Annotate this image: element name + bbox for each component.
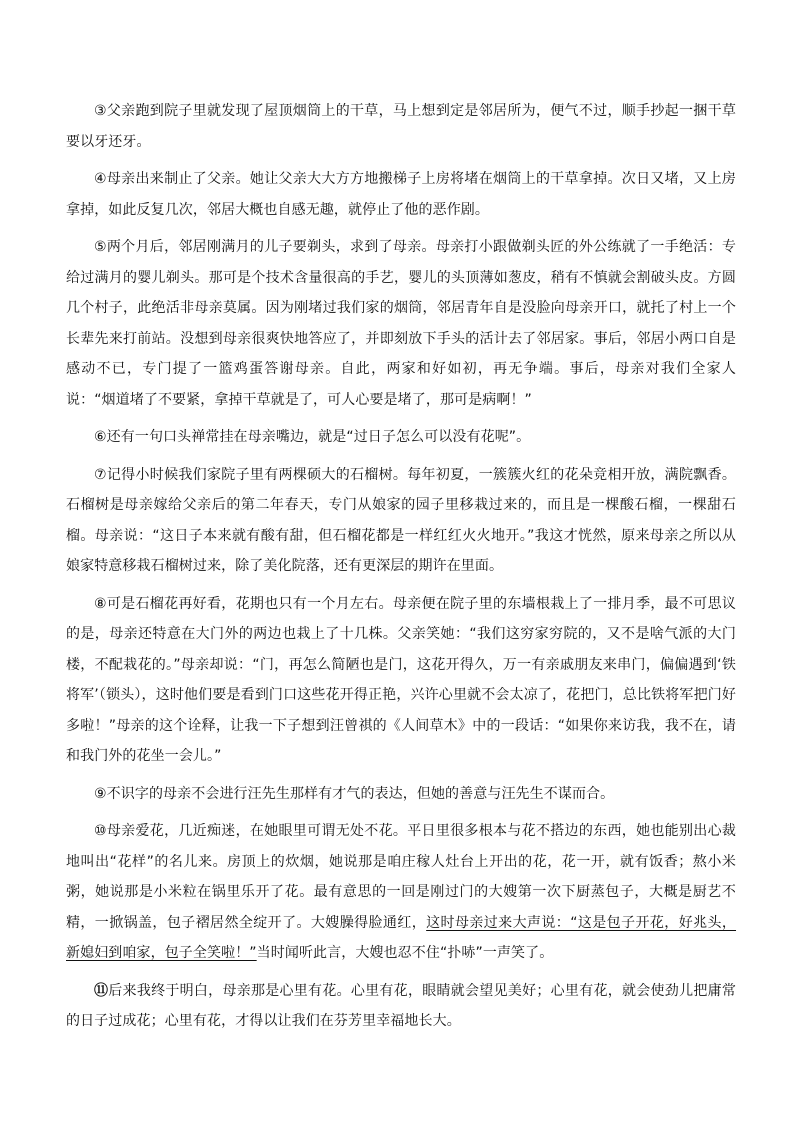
paragraph-5: ⑤两个月后，邻居刚满月的儿子要剃头，求到了母亲。母亲打小跟做剃头匠的外公练就了一手绝活：专给过满月的婴儿剃头。那可是个技术含量很高的手艺，婴儿的头顶薄如葱皮，稍有不慎就会割破头皮。方圆几个村子，此绝活非母亲莫属。因为刚堵过我们家的烟筒，邻居青年自是没脸向母亲开口，就托了村上一个长辈先来打前站。没想到母亲很爽快地答应了，并即刻放下手头的活计去了邻居家。事后，邻居小两口自是感动不已，专门提了一篮鸡蛋答谢母亲。自此，两家和好如初，再无争端。事后，母亲对我们全家人说：“烟道堵了不要紧，拿掉干草就是了，可人心要是堵了，那可是病啊！” bbox=[66, 239, 736, 408]
paragraph-11-number: ⑪ bbox=[94, 982, 109, 999]
paragraph-3: ③父亲跑到院子里就发现了屋顶烟筒上的干草，马上想到定是邻居所为，便气不过，顺手抄起一捆干草要以牙还牙。 bbox=[66, 103, 736, 150]
paragraph-9: ⑨不识字的母亲不会进行汪先生那样有才气的表达，但她的善意与汪先生不谋而合。 bbox=[94, 785, 615, 802]
paragraph-8: ⑧可是石榴花再好看，花期也只有一个月左右。母亲便在院子里的东墙根栽上了一排月季，最不可思议的是，母亲还特意在大门外的两边也栽上了十几株。父亲笑她：“我们这穷家穷院的，又不是啥气派的大门楼，不配栽花的。”母亲却说：“门，再怎么简陋也是门，这花开得久，万一有亲戚朋友来串门，偏偏遇到‘铁将军’（锁头），这时他们要是看到门口这些花开得正艳，兴许心里就不会太凉了，花把门，总比铁将军把门好多啦！”母亲的这个诠释，让我一下子想到汪曾祺的《人间草木》中的一段话：“如果你来访我，我不在，请和我门外的花坐一会儿。” bbox=[66, 595, 736, 764]
paragraph-11-text: 后来我终于明白，母亲那是心里有花。心里有花，眼睛就会望见美好；心里有花，就会使劲儿把庸常的日子过成花；心里有花，才得以让我们在芬芳里幸福地长大。 bbox=[66, 982, 736, 1029]
paragraph-10-text-before: ⑩母亲爱花，几近痴迷，在她眼里可谓无处不花。平日里很多根本与花不搭边的东西，她也能别出心裁地叫出“花样”的名儿来。房顶上的炊烟，她说那是咱庄稼人灶台上开出的花，花一开，就有饭香；熬小米粥，她说那是小米粒在锅里乐开了花。最有意思的一回是刚过门的大嫂第一次下厨蒸包子，大概是厨艺不精，一掀锅盖，包子褶居然全绽开了。大嫂臊得脸通红， bbox=[66, 823, 736, 931]
paragraph-6: ⑥还有一句口头禅常挂在母亲嘴边，就是“过日子怎么可以没有花呢”。 bbox=[94, 429, 531, 445]
paragraph-10-text-after: 当时闻听此言，大嫂也忍不住“扑哧”一声笑了。 bbox=[256, 945, 554, 961]
paragraph-7: ⑦记得小时候我们家院子里有两棵硕大的石榴树。每年初夏，一簇簇火红的花朵竞相开放，满院飘香。石榴树是母亲嫁给父亲后的第二年春天，专门从娘家的园子里移栽过来的，而且是一棵酸石榴，一棵甜石榴。母亲说：“这日子本来就有酸有甜，但石榴花都是一样红红火火地开。”我这才恍然，原来母亲之所以从娘家特意移栽石榴树过来，除了美化院落，还有更深层的期许在里面。 bbox=[66, 466, 736, 574]
paragraph-10 bbox=[66, 816, 736, 969]
paragraph-4: ④母亲出来制止了父亲。她让父亲大大方方地搬梯子上房将堵在烟筒上的干草拿掉。次日又堵，又上房拿掉，如此反复几次，邻居大概也自感无趣，就停止了他的恶作剧。 bbox=[66, 171, 736, 218]
underlined-quote: 这时母亲过来大声说：“这是包子开花，好兆头，新媳妇到咱家，包子全笑啦！” bbox=[66, 914, 737, 961]
paragraph-11 bbox=[66, 976, 736, 1037]
